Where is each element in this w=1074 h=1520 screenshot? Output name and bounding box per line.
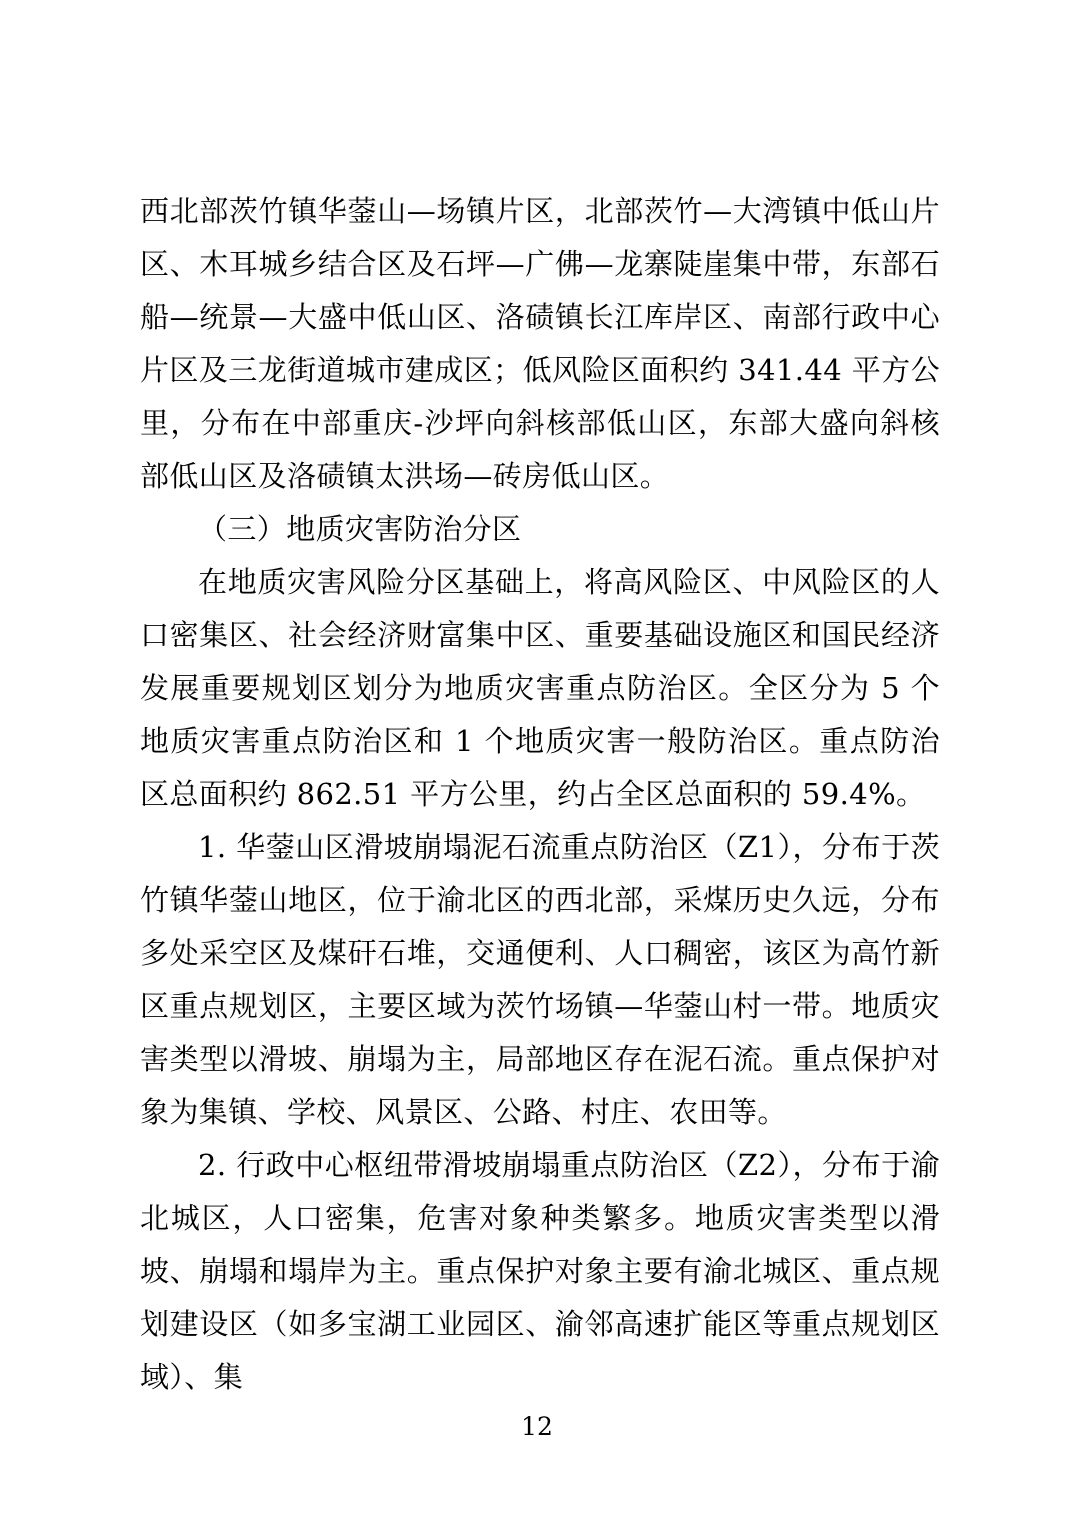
paragraph-prevention-overview: 在地质灾害风险分区基础上，将高风险区、中风险区的人口密集区、社会经济财富集中区、重要基础设施区和国民经济发展重要规划区划分为地质灾害重点防治区。全区分为 5 个地质灾害重点防治区和 1 个地质灾害一般防治区。重点防治区总面积约 862.51 平方公里，约占全区总面积的 59.4%。 [140, 565, 940, 811]
heading-section-three: （三）地质灾害防治分区 [198, 512, 522, 546]
page-number: 12 [521, 1412, 553, 1441]
paragraph-zone-z1: 1. 华蓥山区滑坡崩塌泥石流重点防治区（Z1），分布于茨竹镇华蓥山地区，位于渝北区的西北部，采煤历史久远，分布多处采空区及煤矸石堆，交通便利、人口稠密，该区为高竹新区重点规划区，主要区域为茨竹场镇—华蓥山村一带。地质灾害类型以滑坡、崩塌为主，局部地区存在泥石流。重点保护对象为集镇、学校、风景区、公路、村庄、农田等。 [140, 830, 940, 1129]
paragraph-zone-z2: 2. 行政中心枢纽带滑坡崩塌重点防治区（Z2），分布于渝北城区，人口密集，危害对象种类繁多。地质灾害类型以滑坡、崩塌和塌岸为主。重点保护对象主要有渝北城区、重点规划建设区（如多宝湖工业园区、渝邻高速扩能区等重点规划区域）、集 [140, 1148, 940, 1394]
paragraph-risk-zones-continued: 西北部茨竹镇华蓥山—场镇片区，北部茨竹—大湾镇中低山片区、木耳城乡结合区及石坪—广佛—龙寨陡崖集中带，东部石船—统景—大盛中低山区、洛碛镇长江库岸区、南部行政中心片区及三龙街道城市建成区；低风险区面积约 341.44 平方公里，分布在中部重庆-沙坪向斜核部低山区，东部大盛向斜核部低山区及洛碛镇太洪场—砖房低山区。 [140, 194, 940, 493]
page-body [140, 185, 940, 1404]
